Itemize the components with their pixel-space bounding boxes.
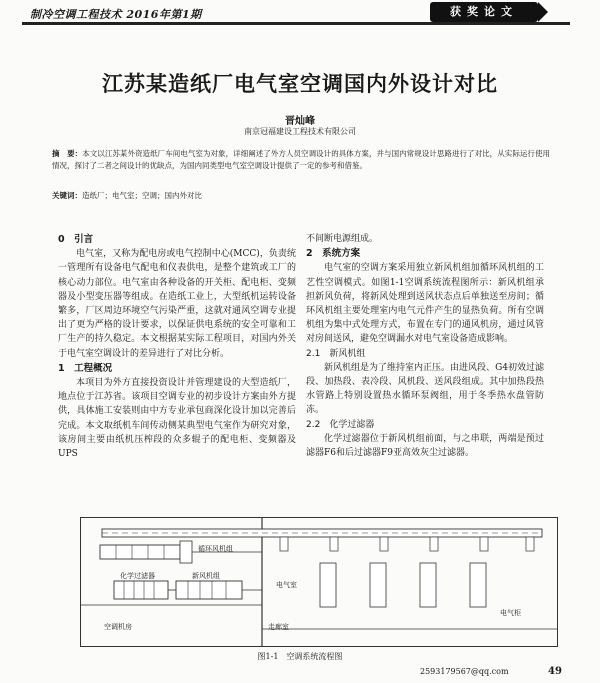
label-corridor: 走廊室 — [268, 623, 289, 631]
keywords-label: 关键词： — [52, 191, 82, 200]
hvac-flow-diagram — [80, 517, 558, 647]
paragraph-fresh-air: 新风机组是为了维持室内正压。由进风段、G4初效过滤段、加热段、表冷段、风机段、送风段组成。其中加热段热水管路上特别设置热水循环泵阀组，用于冬季热水盘管防冻。 — [306, 362, 544, 416]
paragraph-system: 电气室的空调方案采用独立新风机组加循环风机组的工艺性空调模式。如图1-1空调系统流程图所示：新风机组承担新风负荷，将新风处理到送风状态点后单独送至房间；循环风机组主要处理室内电气元件产生的显热负荷。所有空调机组为集中式处理方式，布置在专门的通风机房，通过风管对房间送风，避免空调漏水对电气室设备造成影响。 — [306, 263, 544, 345]
author: 晋灿峰 — [285, 116, 315, 127]
subsection-heading-fresh-air: 2.1 新风机组 — [306, 348, 366, 359]
abstract — [52, 148, 550, 172]
subsection-heading-chem-filter: 2.2 化学过滤器 — [306, 419, 375, 430]
section-tag: 获奖论文 — [430, 2, 538, 22]
paragraph-continuation: 不间断电源组成。 — [306, 234, 379, 244]
header-rule — [22, 22, 570, 25]
electrical-cabinets — [320, 563, 486, 607]
paper-title: 江苏某造纸厂电气室空调国内外设计对比 — [102, 71, 498, 96]
figure-caption: 图1-1 空调系统流程图 — [257, 652, 343, 661]
paragraph-overview: 本项目为外方直接投资设计并管理建设的大型造纸厂，地点位于江苏省。该项目空调专业的初步设计方案由外方提供，具体施工安装则由中方专业承包商深化设计加以完善后完成。本文取纸机车间传动侧某典型电气室作为研究对象，该房间主要由纸机压榨段的众多辊子的配电柜、变频器及UPS — [58, 378, 296, 460]
recirculation-unit — [100, 541, 262, 563]
fresh-air-unit — [168, 581, 262, 599]
label-cabinet: 电气柜 — [500, 609, 521, 617]
affiliation: 南京冠福建设工程技术有限公司 — [244, 127, 356, 136]
left-column — [58, 232, 296, 461]
diffusers — [280, 537, 534, 551]
abstract-text: 本文以江苏某外资造纸厂车间电气室为对象，详细阐述了外方人员空调设计的具体方案，并与国内常规设计思路进行了对比，从实际运行使用情况，探讨了二者之间设计的优缺点，为国内同类型电气室空调设计提供了一定的参考和借鉴。 — [52, 149, 550, 170]
label-recirc-unit: 循环风机组 — [198, 545, 233, 553]
journal-header: 制冷空调工程技术 2016年第1期 — [30, 8, 202, 21]
right-column — [306, 232, 544, 460]
abstract-label: 摘 要： — [52, 149, 83, 158]
label-plant-room: 空调机房 — [104, 623, 132, 631]
label-fresh-air-unit: 新风机组 — [192, 572, 220, 580]
chemical-filter-unit — [114, 581, 168, 599]
page-number: 49 — [548, 666, 562, 677]
keywords — [52, 190, 550, 202]
paragraph-chem-filter: 化学过滤器位于新风机组前面，与之串联，两端是预过滤器F6和后过滤器F9亚高效灰尘过滤器。 — [306, 433, 544, 459]
label-chem-filter: 化学过滤器 — [120, 572, 155, 580]
section-heading-intro: 0 引言 — [58, 234, 94, 245]
keywords-text: 造纸厂；电气室；空调；国内外对比 — [82, 191, 202, 200]
footer-email: 2593179567@qq.com — [420, 667, 509, 676]
section-heading-overview: 1 工程概况 — [58, 362, 113, 374]
paragraph-intro: 电气室，又称为配电房或电气控制中心(MCC)，负责统一管理所有设备电气配电和仪表供电，是整个建筑或工厂的核心动力部位。电气室由各种设备的开关柜、配电柜、变频器及小型变压器等组成。在造纸工业上，大型纸机运转设备繁多，厂区周边环境空气污染严重，这就对通风空调专业提出了更为严格的设计要求，以保证供电系统的安全可靠和工厂生产的持久稳定。本文根据某实际工程项目，对国内外关于电气室空调设计的差异进行了对比分析。 — [58, 249, 296, 359]
label-electrical-room: 电气室 — [276, 581, 297, 589]
section-heading-system: 2 系统方案 — [306, 248, 361, 260]
